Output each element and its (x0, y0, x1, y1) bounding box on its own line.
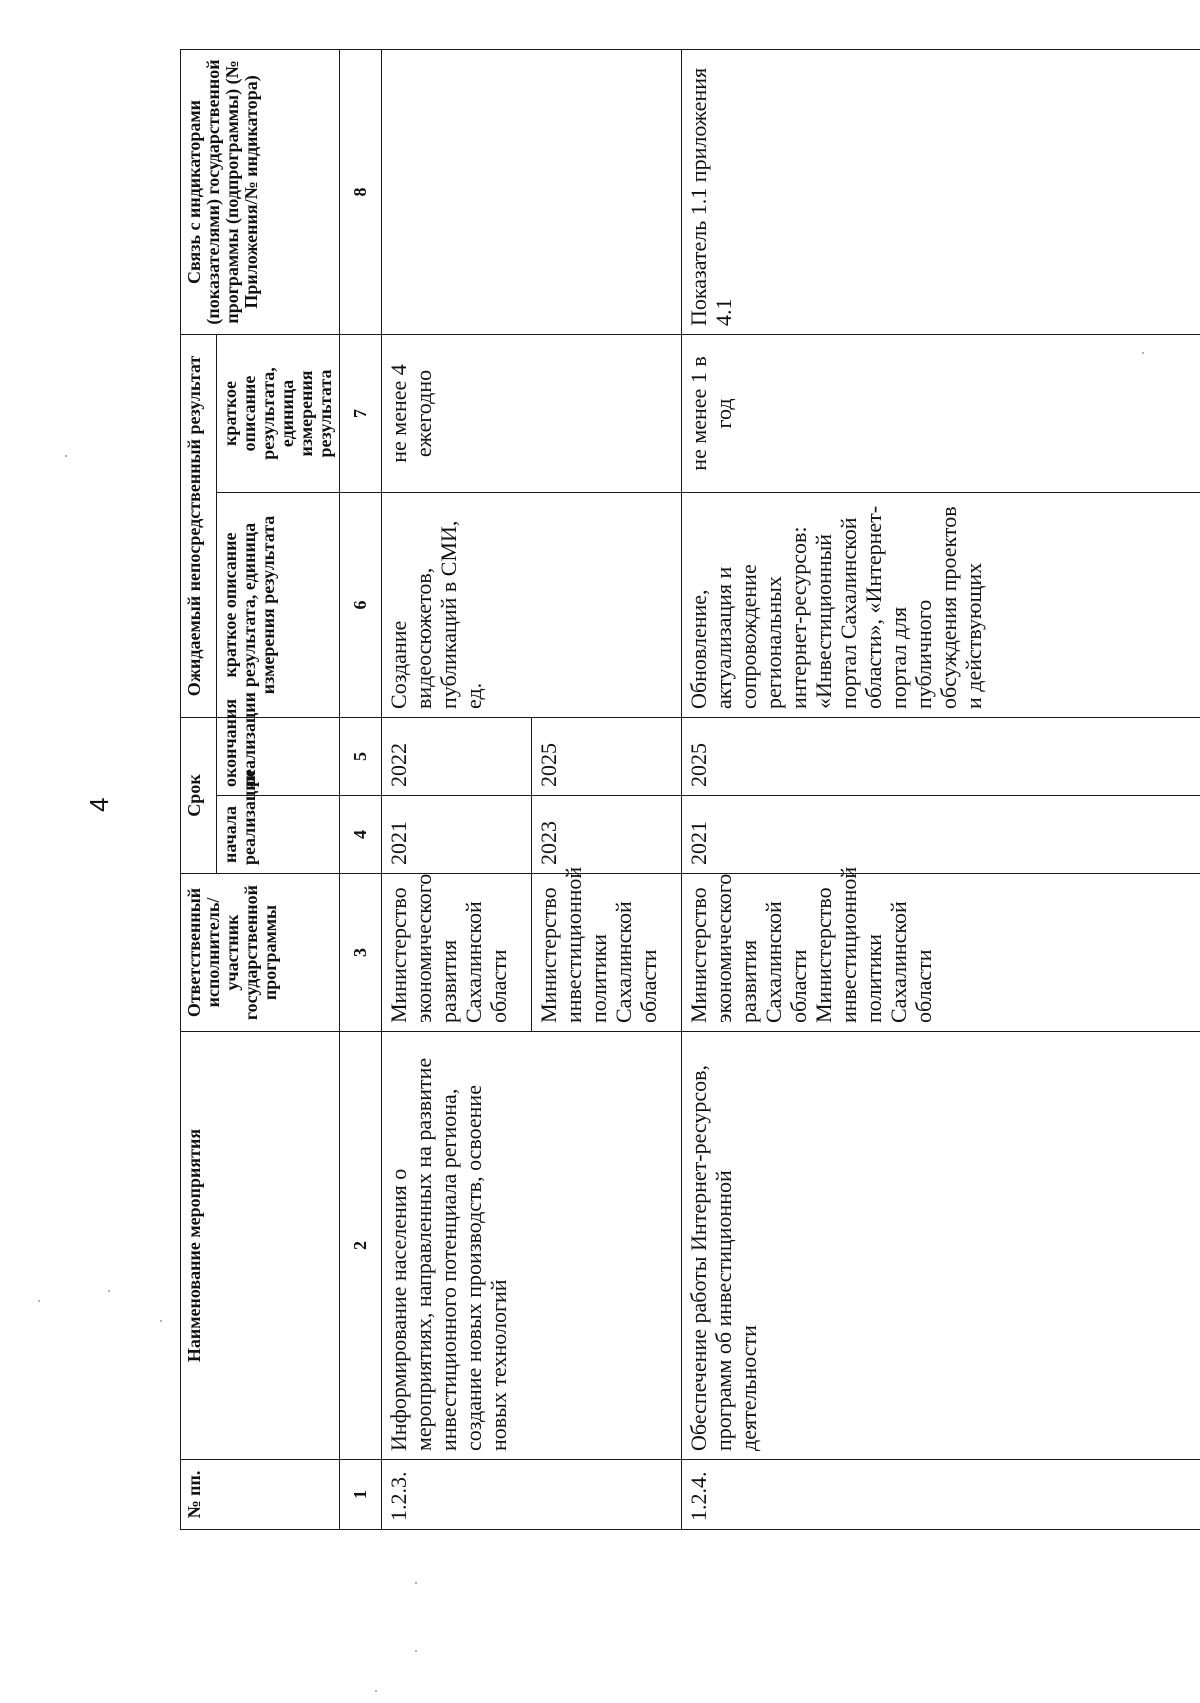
col-number: 3 (340, 874, 382, 1032)
row-start: 2021 (682, 796, 1200, 874)
header-result: Ожидаемый непосредственный результат (181, 334, 217, 717)
header-name: Наименование мероприятия (181, 1032, 340, 1460)
row-end: 2022 (382, 717, 532, 795)
table-row (382, 49, 532, 1529)
row-name: Информирование населения о мероприятиях, направленных на развитие инвестиционного потенциала региона, создание новых производств, освоение новых технологий (382, 1032, 682, 1460)
page-number: 4 (84, 797, 114, 812)
header-num: № пп. (181, 1460, 340, 1530)
header-result-desc: краткое описание результата, единица измерения результата (217, 492, 340, 717)
col-number: 5 (340, 717, 382, 795)
row-result-short: не менее 1 в год (682, 334, 1200, 492)
rotated-table-container (180, 50, 1200, 1530)
header-result-short: краткое описание результата, единица измерения результата (217, 334, 340, 492)
header-executor: Ответственный исполнитель/участник государственной программы (181, 874, 340, 1032)
row-num: 1.2.4. (682, 1460, 1200, 1530)
col-number: 1 (340, 1460, 382, 1530)
header-term-end: окончания реализации (217, 717, 340, 795)
table-row (682, 49, 1200, 1529)
row-num: 1.2.3. (382, 1460, 682, 1530)
row-link (382, 49, 682, 334)
header-row-1 (181, 49, 217, 1529)
row-result-desc: Создание видеосюжетов, публикаций в СМИ, ед. (382, 492, 682, 717)
row-result-short: не менее 4 ежегодно (382, 334, 682, 492)
col-number: 2 (340, 1032, 382, 1460)
row-end: 2025 (532, 717, 682, 795)
row-executor: Министерство инвестиционной политики Сахалинской области (532, 874, 682, 1032)
row-link: Показатель 1.1 приложения 4.1 (682, 49, 1200, 334)
header-link: Связь с индикаторами (показателями) государственной программы (подпрограммы) (№ Приложения/№ индикатора) (181, 49, 340, 334)
column-number-row (340, 49, 382, 1529)
col-number: 4 (340, 796, 382, 874)
row-name: Обеспечение работы Интернет-ресурсов, программ об инвестиционной деятельности (682, 1032, 1200, 1460)
row-start: 2023 (532, 796, 682, 874)
row-executor: Министерство экономического развития Сахалинской области Министерство инвестиционной политики Сахалинской области (682, 874, 1200, 1032)
col-number: 7 (340, 334, 382, 492)
header-term: Срок (181, 717, 217, 873)
col-number: 6 (340, 492, 382, 717)
row-start: 2021 (382, 796, 532, 874)
row-end: 2025 (682, 717, 1200, 795)
row-result-desc: Обновление, актуализация и сопровождение региональных интернет-ресурсов: «Инвестиционный портал Сахалинской области», «Интернет-портал для публичного обсуждения проектов и действующих (682, 492, 1200, 717)
row-executor: Министерство экономического развития Сахалинской области (382, 874, 532, 1032)
col-number: 8 (340, 49, 382, 334)
measures-table (180, 49, 1200, 1530)
header-term-start: начала реализации (217, 796, 340, 874)
